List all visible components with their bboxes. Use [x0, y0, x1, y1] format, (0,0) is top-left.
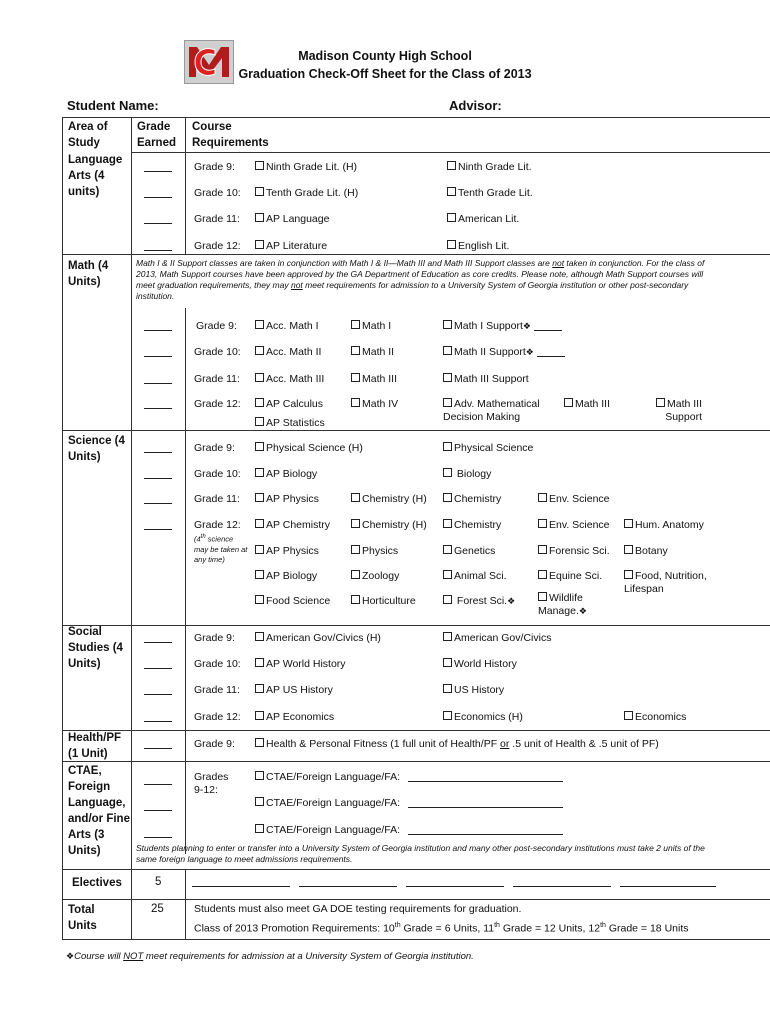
checkbox-sci-r1-3[interactable]: Chemistry [443, 519, 501, 532]
total-units-value: 25 [151, 903, 164, 915]
checkbox-ap-physics[interactable]: AP Physics [255, 493, 319, 506]
checkbox-sci-r2-4[interactable]: Forensic Sci. [538, 545, 610, 558]
checkbox-sci-r4-3[interactable]: Forest Sci.❖ [443, 595, 515, 608]
area-social-studies: Social Studies (4 Units) [68, 626, 123, 670]
footer-note: ❖Course will NOT meet requirements for admission at a University System of Georgia institution. [66, 951, 474, 962]
ctae-course-line[interactable] [408, 771, 563, 782]
checkbox-ap-world-history[interactable]: AP World History [255, 658, 346, 671]
grade-blank[interactable] [144, 240, 172, 251]
checkbox-chemistry[interactable]: Chemistry [443, 493, 501, 506]
electives-units: 5 [155, 876, 162, 888]
checkbox-english-lit[interactable]: English Lit. [447, 240, 509, 253]
checkbox-physical-science-h[interactable]: Physical Science (H) [255, 442, 363, 455]
elective-line[interactable] [299, 876, 397, 887]
checkbox-ctae-1[interactable]: CTAE/Foreign Language/FA: [255, 771, 400, 784]
checkbox-sci-r2-5[interactable]: Botany [624, 545, 668, 558]
advisor-label: Advisor: [449, 98, 502, 113]
checkbox-tenth-lit-h[interactable]: Tenth Grade Lit. (H) [255, 187, 358, 200]
checkbox-amer-gov-h[interactable]: American Gov/Civics (H) [255, 632, 381, 645]
grade-blank[interactable] [144, 161, 172, 172]
testing-requirement: Students must also meet GA DOE testing requirements for graduation. [194, 903, 522, 915]
area-science: Science (4 Units) [68, 435, 125, 463]
checkbox-adv-math-decision[interactable]: Adv. Mathematical Decision Making [443, 398, 540, 423]
checkbox-sci-r2-3[interactable]: Genetics [443, 545, 495, 558]
checkbox-physical-science[interactable]: Physical Science [443, 442, 533, 455]
checkbox-sci-r3-5[interactable]: Food, Nutrition, Lifespan [624, 570, 707, 595]
checkbox-sci-r3-4[interactable]: Equine Sci. [538, 570, 602, 583]
checkbox-sci-r1-5[interactable]: Hum. Anatomy [624, 519, 704, 532]
checkbox-math-1[interactable]: Math I [351, 320, 391, 333]
checkbox-ap-literature[interactable]: AP Literature [255, 240, 327, 253]
grade-blank[interactable] [144, 187, 172, 198]
checkbox-ap-biology[interactable]: AP Biology [255, 468, 317, 481]
total-units-label: Total Units [68, 904, 97, 932]
checkbox-ctae-3[interactable]: CTAE/Foreign Language/FA: [255, 824, 400, 837]
ctae-course-line[interactable] [408, 824, 563, 835]
checkbox-sci-r4-1[interactable]: Food Science [255, 595, 330, 608]
grade-blank[interactable] [144, 632, 172, 643]
grade-blank[interactable] [144, 684, 172, 695]
grade-blank[interactable] [144, 213, 172, 224]
checkbox-ap-economics[interactable]: AP Economics [255, 711, 334, 724]
foreign-language-note: Students planning to enter or transfer into a University System of Georgia institution and many other post-secondary institutions must take 2 units of the same foreign language to meet admissions requirements. [136, 843, 705, 864]
grade-blank[interactable] [144, 442, 172, 453]
grade-blank[interactable] [144, 320, 172, 331]
area-language-arts: Language Arts (4 units) [68, 154, 123, 198]
checkbox-sci-r4-4[interactable]: Wildlife Manage.❖ [538, 592, 587, 617]
checkbox-sci-r1-2[interactable]: Chemistry (H) [351, 519, 427, 532]
elective-line[interactable] [620, 876, 716, 887]
checkbox-economics-h[interactable]: Economics (H) [443, 711, 523, 724]
checkbox-math-3-support-alt[interactable]: Math III Support [640, 398, 702, 424]
checkbox-math-1-support[interactable]: Math I Support❖ [443, 320, 562, 333]
grade-blank[interactable] [144, 658, 172, 669]
col-grade-earned: Grade Earned [137, 121, 176, 149]
checkbox-sci-r2-2[interactable]: Physics [351, 545, 398, 558]
checkbox-math-2-support[interactable]: Math II Support❖ [443, 346, 565, 359]
checkbox-sci-r1-4[interactable]: Env. Science [538, 519, 610, 532]
col-course-requirements: Course Requirements [192, 121, 269, 149]
area-health-pf: Health/PF (1 Unit) [68, 732, 122, 760]
grade-blank[interactable] [144, 800, 172, 811]
grade-blank[interactable] [144, 346, 172, 357]
col-area-of-study: Area of Study [68, 121, 108, 149]
grade-blank[interactable] [144, 711, 172, 722]
checkbox-health-pf[interactable]: Health & Personal Fitness (1 full unit of Health/PF or .5 unit of Health & .5 unit of PF) [255, 738, 659, 751]
grade-blank[interactable] [144, 738, 172, 749]
checkbox-ctae-2[interactable]: CTAE/Foreign Language/FA: [255, 797, 400, 810]
checkbox-acc-math-2[interactable]: Acc. Math II [255, 346, 321, 359]
checkbox-ninth-lit[interactable]: Ninth Grade Lit. [447, 161, 532, 174]
checkbox-sci-r1-1[interactable]: AP Chemistry [255, 519, 330, 532]
ctae-course-line[interactable] [408, 797, 563, 808]
checkbox-ap-language[interactable]: AP Language [255, 213, 329, 226]
grade-blank[interactable] [144, 468, 172, 479]
checkbox-math-3-alt[interactable]: Math III [564, 398, 610, 411]
checkbox-math-2[interactable]: Math II [351, 346, 394, 359]
grade-blank[interactable] [144, 373, 172, 384]
grade-blank[interactable] [144, 519, 172, 530]
checkbox-math-3-support[interactable]: Math III Support [443, 373, 529, 386]
grade-blank[interactable] [144, 493, 172, 504]
checkbox-ninth-lit-h[interactable]: Ninth Grade Lit. (H) [255, 161, 357, 174]
checkbox-us-history[interactable]: US History [443, 684, 504, 697]
document-subtitle: Graduation Check-Off Sheet for the Class of 2013 [238, 67, 532, 81]
checkbox-ap-us-history[interactable]: AP US History [255, 684, 333, 697]
checkbox-math-3[interactable]: Math III [351, 373, 397, 386]
electives-label: Electives [72, 877, 122, 889]
elective-line[interactable] [406, 876, 504, 887]
checkbox-amer-gov[interactable]: American Gov/Civics [443, 632, 551, 645]
math-support-note: Math I & II Support classes are taken in conjunction with Math I & II—Math III and Math III Support classes are not taken in conjunction. For the class of 2013, Math Support courses have been approved by the GA Department of Education as core credits. Please note, although Math Support courses will meet graduation requirements, they may not meet requirements for admission to a University System of Georgia institution or other post-secondary institution. [136, 258, 705, 301]
checkbox-acc-math-1[interactable]: Acc. Math I [255, 320, 319, 333]
student-name-label: Student Name: [67, 98, 159, 113]
grade-blank[interactable] [144, 398, 172, 409]
area-math: Math (4 Units) [68, 260, 109, 288]
area-ctae: CTAE, Foreign Language, and/or Fine Arts (3 Units) [68, 765, 130, 857]
grade-blank[interactable] [144, 827, 172, 838]
checkbox-sci-r2-1[interactable]: AP Physics [255, 545, 319, 558]
checkbox-ap-statistics[interactable]: AP Statistics [255, 417, 325, 430]
elective-line[interactable] [192, 876, 290, 887]
promotion-requirements: Class of 2013 Promotion Requirements: 10th Grade = 6 Units, 11th Grade = 12 Units, 12th Grade = 18 Units [194, 922, 689, 935]
checkbox-sci-r3-2[interactable]: Zoology [351, 570, 399, 583]
checkbox-ap-calculus[interactable]: AP Calculus [255, 398, 323, 411]
checkbox-sci-r4-2[interactable]: Horticulture [351, 595, 416, 608]
checkbox-american-lit[interactable]: American Lit. [447, 213, 519, 226]
checkbox-env-science[interactable]: Env. Science [538, 493, 610, 506]
grade-blank[interactable] [144, 774, 172, 785]
checkbox-world-history[interactable]: World History [443, 658, 517, 671]
checkbox-sci-r3-3[interactable]: Animal Sci. [443, 570, 507, 583]
checkbox-tenth-lit[interactable]: Tenth Grade Lit. [447, 187, 533, 200]
school-name: Madison County High School [298, 49, 472, 63]
checkbox-acc-math-3[interactable]: Acc. Math III [255, 373, 324, 386]
checkbox-biology[interactable]: Biology [443, 468, 491, 481]
elective-line[interactable] [513, 876, 611, 887]
checkbox-chemistry-h[interactable]: Chemistry (H) [351, 493, 427, 506]
checkbox-sci-r3-1[interactable]: AP Biology [255, 570, 317, 583]
fourth-science-note: (4th science may be taken at any time) [194, 534, 248, 564]
checkbox-math-4[interactable]: Math IV [351, 398, 398, 411]
checkbox-economics[interactable]: Economics [624, 711, 686, 724]
